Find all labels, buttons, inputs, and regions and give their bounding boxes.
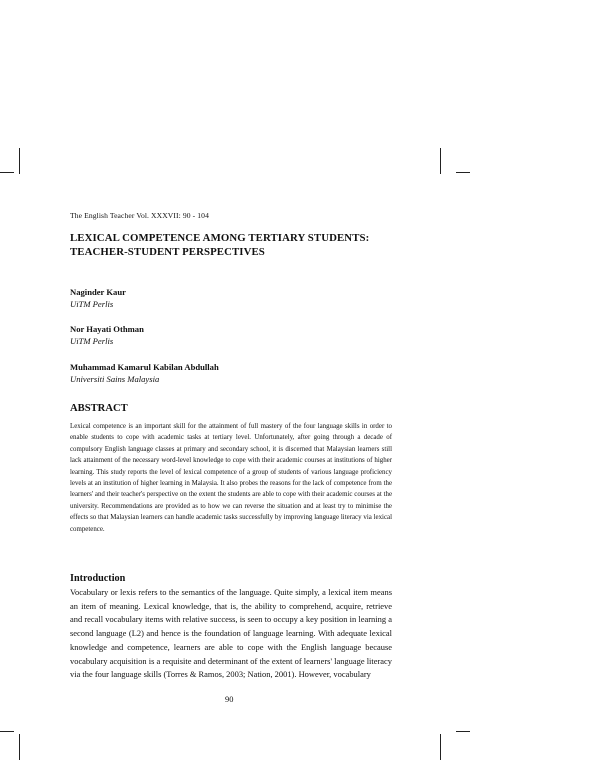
- abstract-body: Lexical competence is an important skill for the attainment of full mastery of the four language skills in order to enable students to cope with academic tasks at tertiary level. Unfortunately, after going through a decade of compulsory English language classes at primary and secondary school, it is discerned that Malaysian learners still lack attainment of the necessary word-level knowledge to cope with their academic courses at institutions of higher learning. This study reports the level of lexical competence of a group of students of various language proficiency levels at an institution of higher learning in Malaysia. It also probes the reasons for the lack of competence from the learners' and their teacher's perspective on the extent the students are able to cope with their academic courses at the university. Recommendations are provided as to how we can reverse the situation and at least try to minimise the effects so that Malaysian learners can handle academic tasks successfully by improving language literacy via lexical competence.: [70, 423, 392, 533]
- crop-mark-top-right-vertical: [440, 148, 441, 174]
- journal-citation: The English Teacher Vol. XXXVII: 90 - 104: [70, 211, 209, 220]
- introduction-heading: Introduction: [70, 573, 126, 584]
- author-block-2: [70, 323, 144, 347]
- crop-mark-bottom-left-horizontal: [0, 731, 14, 732]
- paper-title-line-2: TEACHER-STUDENT PERSPECTIVES: [70, 246, 265, 258]
- author-affiliation: UiTM Perlis: [70, 299, 114, 309]
- author-affiliation: Universiti Sains Malaysia: [70, 374, 160, 384]
- author-name: Nor Hayati Othman: [70, 324, 144, 334]
- paper-title-line-1: LEXICAL COMPETENCE AMONG TERTIARY STUDENTS:: [70, 232, 370, 244]
- introduction-body: Vocabulary or lexis refers to the semantics of the language. Quite simply, a lexical item means an item of meaning. Lexical knowledge, that is, the ability to comprehend, acquire, retrieve and recall vocabulary items with relative success, is seen to occupy a key position in learning a second language (L2) and hence is the foundation of language learning. With adequate lexical knowledge and competence, learners are able to cope with the English language because vocabulary acquisition is a requisite and determinant of the extent of learners' language literacy via the four language skills (Torres & Ramos, 2003; Nation, 2001). However, vocabulary: [70, 587, 392, 680]
- crop-mark-bottom-left-vertical: [19, 734, 20, 760]
- paper-title: [70, 231, 410, 259]
- page-number: 90: [225, 695, 234, 704]
- crop-mark-top-left-vertical: [19, 148, 20, 174]
- crop-mark-bottom-right-horizontal: [456, 731, 470, 732]
- crop-mark-bottom-right-vertical: [440, 734, 441, 760]
- author-name: Naginder Kaur: [70, 287, 126, 297]
- crop-mark-top-left-horizontal: [0, 172, 14, 173]
- author-block-1: [70, 286, 126, 310]
- abstract-heading: ABSTRACT: [70, 403, 128, 414]
- author-name: Muhammad Kamarul Kabilan Abdullah: [70, 362, 219, 372]
- author-affiliation: UiTM Perlis: [70, 336, 114, 346]
- author-block-3: [70, 361, 219, 385]
- crop-mark-top-right-horizontal: [456, 172, 470, 173]
